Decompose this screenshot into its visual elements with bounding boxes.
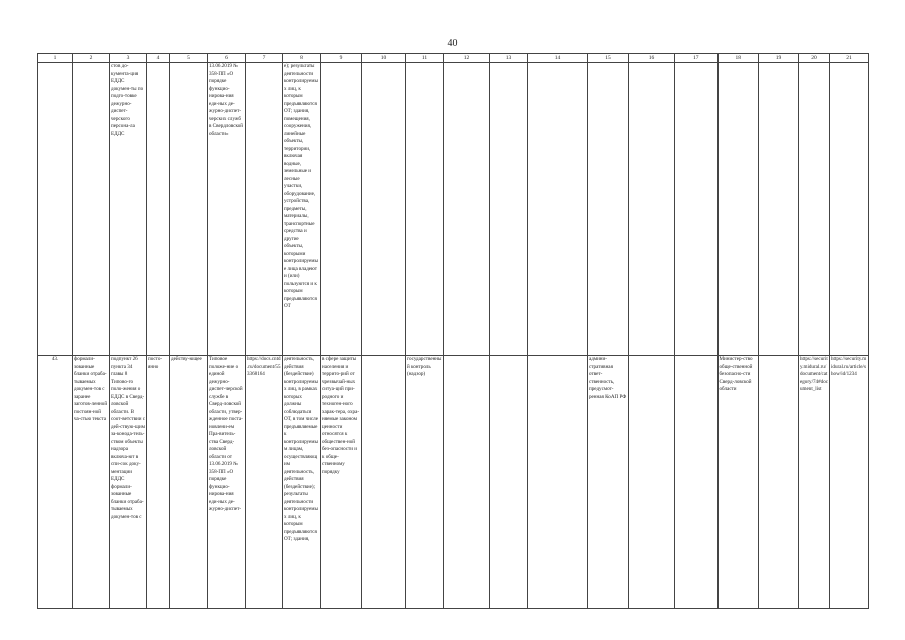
validity-cell	[147, 63, 170, 356]
column-number: 6	[208, 54, 246, 63]
liability-cell	[588, 63, 629, 356]
requirement-source-cell: подпункт 26 пункта 34 главы 8 Типово-го поло-жения о ЕДДС в Сверд-ловской области. В соот-ветствии с дей-ствую-щим за-конода-тель-ством объекты надзора включа-ют в спи-сок доку-ментации ЕДДС формали-зованные бланки отраба-тываемых докумен-тов с	[110, 356, 147, 609]
column-number: 8	[283, 54, 321, 63]
control-type-cell: государственный контроль (надзор)	[406, 356, 444, 609]
table-cell	[362, 356, 406, 609]
table-cell	[490, 63, 528, 356]
link-cell	[246, 63, 283, 356]
authority-cell: Министер-ство обще-ственной безопасно-сти Сверд-ловской области	[718, 356, 759, 609]
column-number: 15	[588, 54, 629, 63]
column-number: 21	[830, 54, 869, 63]
document-name-cell	[73, 63, 110, 356]
link-cell	[799, 63, 830, 356]
column-number: 16	[629, 54, 675, 63]
column-number: 1	[38, 54, 73, 63]
table-cell	[528, 63, 588, 356]
row-index-cell: 43.	[38, 356, 73, 609]
table-cell	[675, 63, 718, 356]
table-cell	[444, 63, 490, 356]
column-number: 18	[718, 54, 759, 63]
status-cell	[170, 63, 208, 356]
column-number: 7	[246, 54, 283, 63]
column-number: 4	[147, 54, 170, 63]
requirement-source-cell: стов до-кумента-ция ЕДДС докумен-ты по подго-товке дежурно-диспет-черского персона-ла ЕДДС	[110, 63, 147, 356]
link-cell[interactable]: https://security.midural.ru/article/show/id/1234	[830, 356, 869, 609]
protected-values-cell: в сфере защиты населения и террито-рий от чрезвычай-ных ситуа-ций при-родного и техноген-ного харак-тера, охра-няемые законом ценности относятся к обществен-ной без-опасности и к обще-ственному порядку	[321, 356, 362, 609]
link-cell	[830, 63, 869, 356]
validity-cell: посто-янно	[147, 356, 170, 609]
table-row-43	[38, 356, 869, 609]
table-cell	[528, 356, 588, 609]
table-cell	[444, 356, 490, 609]
table-cell	[759, 63, 799, 356]
column-number: 20	[799, 54, 830, 63]
row-index-cell	[38, 63, 73, 356]
authority-cell	[718, 63, 759, 356]
column-number-row	[38, 54, 869, 63]
table-cell	[675, 356, 718, 609]
protected-values-cell	[321, 63, 362, 356]
column-number: 14	[528, 54, 588, 63]
page-number: 40	[447, 38, 458, 49]
control-type-cell	[406, 63, 444, 356]
link-cell[interactable]: https://docs.cntd.ru/document/553368164	[246, 356, 283, 609]
table-cell	[490, 356, 528, 609]
status-cell: действу-ющее	[170, 356, 208, 609]
table-cell	[629, 356, 675, 609]
column-number: 10	[362, 54, 406, 63]
column-number: 19	[759, 54, 799, 63]
register-table	[37, 53, 869, 609]
table-row-continued	[38, 63, 869, 356]
legal-act-cell: Типовое положе-ние о единой дежурно-диспет-черской службе в Сверд-ловской области, утвер-жденное поста-новлени-ем Пра-витель-ства Сверд-ловской области от 13.06.2019 № 358-ПП «О порядке функцио-нирова-ния еди-ных де-журно-диспет-	[208, 356, 246, 609]
column-number: 11	[406, 54, 444, 63]
column-number: 9	[321, 54, 362, 63]
document-name-cell: формали-зованные бланки отраба-тываемых докумен-тов с заранее заготов-ленной постоян-ной ча-стью текста	[73, 356, 110, 609]
legal-act-cell: 13.06.2019 № 358-ПП «О порядке функцио-нирова-ния еди-ных де-журно-диспет-черских служб в Свердловской области»	[208, 63, 246, 356]
table-cell	[362, 63, 406, 356]
table-cell	[629, 63, 675, 356]
column-number: 2	[73, 54, 110, 63]
column-number: 3	[110, 54, 147, 63]
column-number: 12	[444, 54, 490, 63]
column-number: 17	[675, 54, 718, 63]
liability-cell: админи-стративная ответ-ственность, предусмот-ренная КоАП РФ	[588, 356, 629, 609]
control-objects-cell: е); результаты деятельности контролируемых лиц, к которым предъявляются ОТ; здания, помещения, сооружения, линейные объекты, территории, включая водные, земельные и лесные участки, оборудование, устройства, предметы, материалы, транспортные средства и другие объекты, которыми контролируемые лица владеют и (или) пользуются и к которым предъявляются ОТ	[283, 63, 321, 356]
link-cell[interactable]: https://security.midural.ru/document/category/74#document_list	[799, 356, 830, 609]
control-objects-cell: деятельность, действия (бездействие) контролируемых лиц, в рамках которых должны соблюдаться ОТ, в том числе предъявляемые к контролируемым лицам, осуществляющим деятельность, действия (бездействие); результаты деятельности контролируемых лиц, к которым предъявляются ОТ; здания,	[283, 356, 321, 609]
table-cell	[759, 356, 799, 609]
column-number: 13	[490, 54, 528, 63]
column-number: 5	[170, 54, 208, 63]
